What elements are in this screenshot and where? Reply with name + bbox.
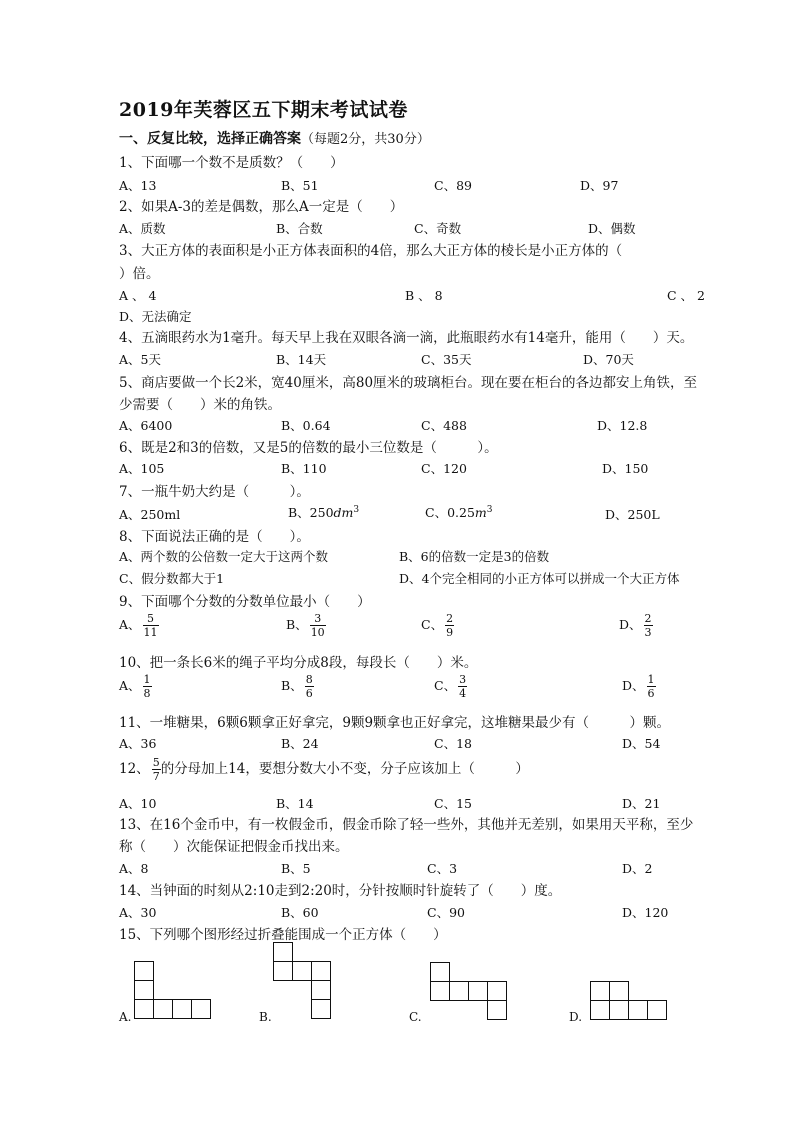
q2-option-c: C、奇数 [414, 221, 462, 236]
q9-option-d-label: D、 [619, 617, 642, 632]
q15-option-b-net [273, 942, 333, 1022]
q10-option-a-label: A、 [119, 678, 141, 693]
net-square [154, 1000, 173, 1019]
q5-option-b: B、0.64 [281, 418, 331, 433]
page-title: 2019年芙蓉区五下期末考试试卷 [119, 99, 408, 121]
q1-option-b: B、51 [281, 178, 319, 193]
net-square [274, 962, 293, 981]
q13-option-b: B、5 [281, 861, 311, 876]
q10-option-a-fraction [143, 673, 152, 700]
q12-fraction [152, 756, 161, 783]
denominator: 7 [152, 770, 160, 783]
q3-option-c: C 、 2 [667, 288, 705, 303]
q8-option-c: C、假分数都大于1 [119, 571, 225, 586]
net-square [312, 1000, 331, 1019]
q9-option-b [286, 612, 326, 639]
q10-option-c-fraction [458, 673, 467, 700]
q4-option-a: A、5天 [119, 352, 161, 367]
q9-option-c [421, 612, 454, 639]
q8-option-d: D、4个完全相同的小正方体可以拼成一个大正方体 [399, 571, 680, 586]
q15-option-a-net [134, 961, 212, 1021]
net-square [135, 1000, 154, 1019]
q9-option-b-label: B、 [286, 617, 308, 632]
question-12 [119, 756, 529, 783]
q10-option-b-fraction [305, 673, 314, 700]
q5-option-a: A、6400 [119, 418, 173, 433]
net-square [431, 963, 450, 982]
net-square [312, 962, 331, 981]
section-note: （每题2分，共30分） [301, 132, 430, 147]
q6-option-c: C、120 [421, 461, 467, 476]
denominator: 6 [647, 687, 655, 700]
q1-option-d: D、97 [580, 178, 619, 193]
q2-option-a: A、质数 [119, 221, 166, 236]
q1-option-a: A、13 [119, 178, 157, 193]
denominator: 10 [310, 626, 325, 639]
numerator: 3 [310, 612, 326, 626]
q9-option-b-fraction [310, 612, 326, 639]
question-14: 14、当钟面的时刻从2:10走到2:20时，分针按顺时针旋转了（ ）度。 [119, 883, 562, 899]
q13-option-a: A、8 [119, 861, 149, 876]
question-15: 15、下列哪个图形经过折叠能围成一个正方体（ ） [119, 927, 447, 943]
q9-option-d [619, 612, 653, 639]
q13-option-c: C、3 [427, 861, 458, 876]
q12-option-a: A、10 [119, 796, 157, 811]
net-square [173, 1000, 192, 1019]
q10-option-b-label: B、 [281, 678, 303, 693]
net-square [488, 982, 507, 1001]
q11-option-a: A、36 [119, 736, 157, 751]
q14-option-a: A、30 [119, 905, 157, 920]
q4-option-d: D、70天 [583, 352, 634, 367]
net-square [610, 1001, 629, 1020]
question-5-line2: 少需要（ ）米的角铁。 [119, 397, 281, 413]
net-square [135, 962, 154, 981]
denominator: 9 [446, 626, 454, 639]
q14-option-d: D、120 [622, 905, 669, 920]
q3-option-b: B 、 8 [405, 288, 443, 303]
q10-option-d [622, 673, 656, 700]
q9-option-a-label: A、 [119, 617, 141, 632]
q12-option-c: C、15 [434, 796, 472, 811]
q9-option-d-fraction [644, 612, 653, 639]
q6-option-b: B、110 [281, 461, 327, 476]
q12-option-b: B、14 [276, 796, 314, 811]
q10-option-a [119, 673, 152, 700]
numerator: 1 [143, 673, 151, 686]
q13-option-d: D、2 [622, 861, 653, 876]
question-9: 9、下面哪个分数的分数单位最小（ ） [119, 594, 371, 610]
q9-option-c-label: C、 [421, 617, 444, 632]
numerator: 1 [647, 673, 655, 686]
denominator: 8 [143, 687, 151, 700]
q10-option-c-label: C、 [434, 678, 457, 693]
question-8: 8、下面说法正确的是（ ）。 [119, 529, 310, 545]
q15-option-a-label: A. [119, 1010, 132, 1024]
net-square [610, 982, 629, 1001]
question-3-line1: 3、大正方体的表面积是小正方体表面积的4倍，那么大正方体的棱长是小正方体的（ [119, 243, 623, 259]
q11-option-d: D、54 [622, 736, 661, 751]
question-1: 1、下面哪一个数不是质数？（ ） [119, 155, 344, 171]
denominator: 4 [459, 687, 467, 700]
q6-option-a: A、105 [119, 461, 165, 476]
numerator: 8 [305, 673, 313, 686]
section-title: 一、反复比较，选择正确答案 [119, 131, 301, 147]
q7-option-a: A、250ml [119, 507, 181, 522]
q11-option-b: B、24 [281, 736, 319, 751]
q7-option-c [425, 503, 493, 521]
question-13-line2: 称（ ）次能保证把假金币找出来。 [119, 839, 349, 855]
net-square [469, 982, 488, 1001]
q7-option-c-unit: m [474, 505, 487, 520]
q12-prefix: 12、 [119, 761, 150, 777]
q7-option-b-value: B、250 [288, 505, 334, 520]
q14-option-b: B、60 [281, 905, 319, 920]
question-13-line1: 13、在16个金币中，有一枚假金币，假金币除了轻一些外，其他并无差别，如果用天平称，至少 [119, 817, 694, 833]
net-square [293, 962, 312, 981]
numerator: 5 [143, 612, 159, 626]
net-square [648, 1001, 667, 1020]
numerator: 2 [644, 612, 652, 625]
q5-option-c: C、488 [421, 418, 467, 433]
q7-option-b [288, 503, 359, 521]
q4-option-b: B、14天 [276, 352, 327, 367]
q15-option-c-net [430, 962, 510, 1022]
question-2: 2、如果A-3的差是偶数，那么A一定是（ ） [119, 199, 404, 215]
q9-option-a [119, 612, 159, 639]
net-square [591, 982, 610, 1001]
q10-option-c [434, 673, 467, 700]
net-square [312, 981, 331, 1000]
question-5-line1: 5、商店要做一个长2米，宽40厘米，高80厘米的玻璃柜台。现在要在柜台的各边都安上角铁，至 [119, 375, 698, 391]
q10-option-d-fraction [647, 673, 656, 700]
q15-option-c-label: C. [409, 1010, 422, 1024]
q4-option-c: C、35天 [421, 352, 472, 367]
denominator: 11 [143, 626, 158, 639]
net-square [431, 982, 450, 1001]
question-4: 4、五滴眼药水为1毫升。每天早上我在双眼各滴一滴，此瓶眼药水有14毫升，能用（ ）天。 [119, 330, 694, 346]
q15-option-b-label: B. [259, 1010, 272, 1024]
denominator: 3 [644, 626, 652, 639]
net-square [450, 982, 469, 1001]
question-3-line2: ）倍。 [119, 266, 160, 282]
q3-option-d: D、无法确定 [119, 309, 192, 324]
question-7: 7、一瓶牛奶大约是（ ）。 [119, 484, 310, 500]
q8-option-a: A、两个数的公倍数一定大于这两个数 [119, 549, 329, 564]
q7-option-d: D、250L [605, 507, 660, 522]
q1-option-c: C、89 [434, 178, 472, 193]
section-heading [119, 128, 430, 148]
q10-option-d-label: D、 [622, 678, 645, 693]
q2-option-d: D、偶数 [588, 221, 636, 236]
numerator: 3 [459, 673, 467, 686]
net-square [192, 1000, 211, 1019]
q15-option-d-net [590, 981, 670, 1023]
q10-option-b [281, 673, 314, 700]
q5-option-d: D、12.8 [597, 418, 648, 433]
q12-option-d: D、21 [622, 796, 661, 811]
q2-option-b: B、合数 [276, 221, 323, 236]
net-square [488, 1001, 507, 1020]
q9-option-a-fraction [143, 612, 159, 639]
q7-option-c-exponent: 3 [486, 504, 493, 515]
numerator: 5 [152, 756, 160, 769]
q7-option-b-unit: dm [333, 505, 354, 520]
question-10: 10、把一条长6米的绳子平均分成8段，每段长（ ）米。 [119, 655, 478, 671]
q9-option-c-fraction [445, 612, 454, 639]
q11-option-c: C、18 [434, 736, 472, 751]
question-11: 11、一堆糖果，6颗6颗拿正好拿完，9颗9颗拿也正好拿完，这堆糖果最少有（ ）颗。 [119, 715, 671, 731]
question-6: 6、既是2和3的倍数，又是5的倍数的最小三位数是（ ）。 [119, 440, 498, 456]
net-square [274, 943, 293, 962]
numerator: 2 [446, 612, 454, 625]
net-square [135, 981, 154, 1000]
q15-option-d-label: D. [569, 1010, 583, 1024]
net-square [591, 1001, 610, 1020]
q8-option-b: B、6的倍数一定是3的倍数 [399, 549, 550, 564]
denominator: 6 [305, 687, 313, 700]
net-square [629, 1001, 648, 1020]
q14-option-c: C、90 [427, 905, 465, 920]
q7-option-c-value: C、0.25 [425, 505, 475, 520]
q7-option-b-exponent: 3 [353, 504, 360, 515]
q6-option-d: D、150 [602, 461, 649, 476]
q3-option-a: A 、 4 [119, 288, 157, 303]
q12-suffix: 的分母加上14，要想分数大小不变，分子应该加上（ ） [160, 761, 529, 777]
